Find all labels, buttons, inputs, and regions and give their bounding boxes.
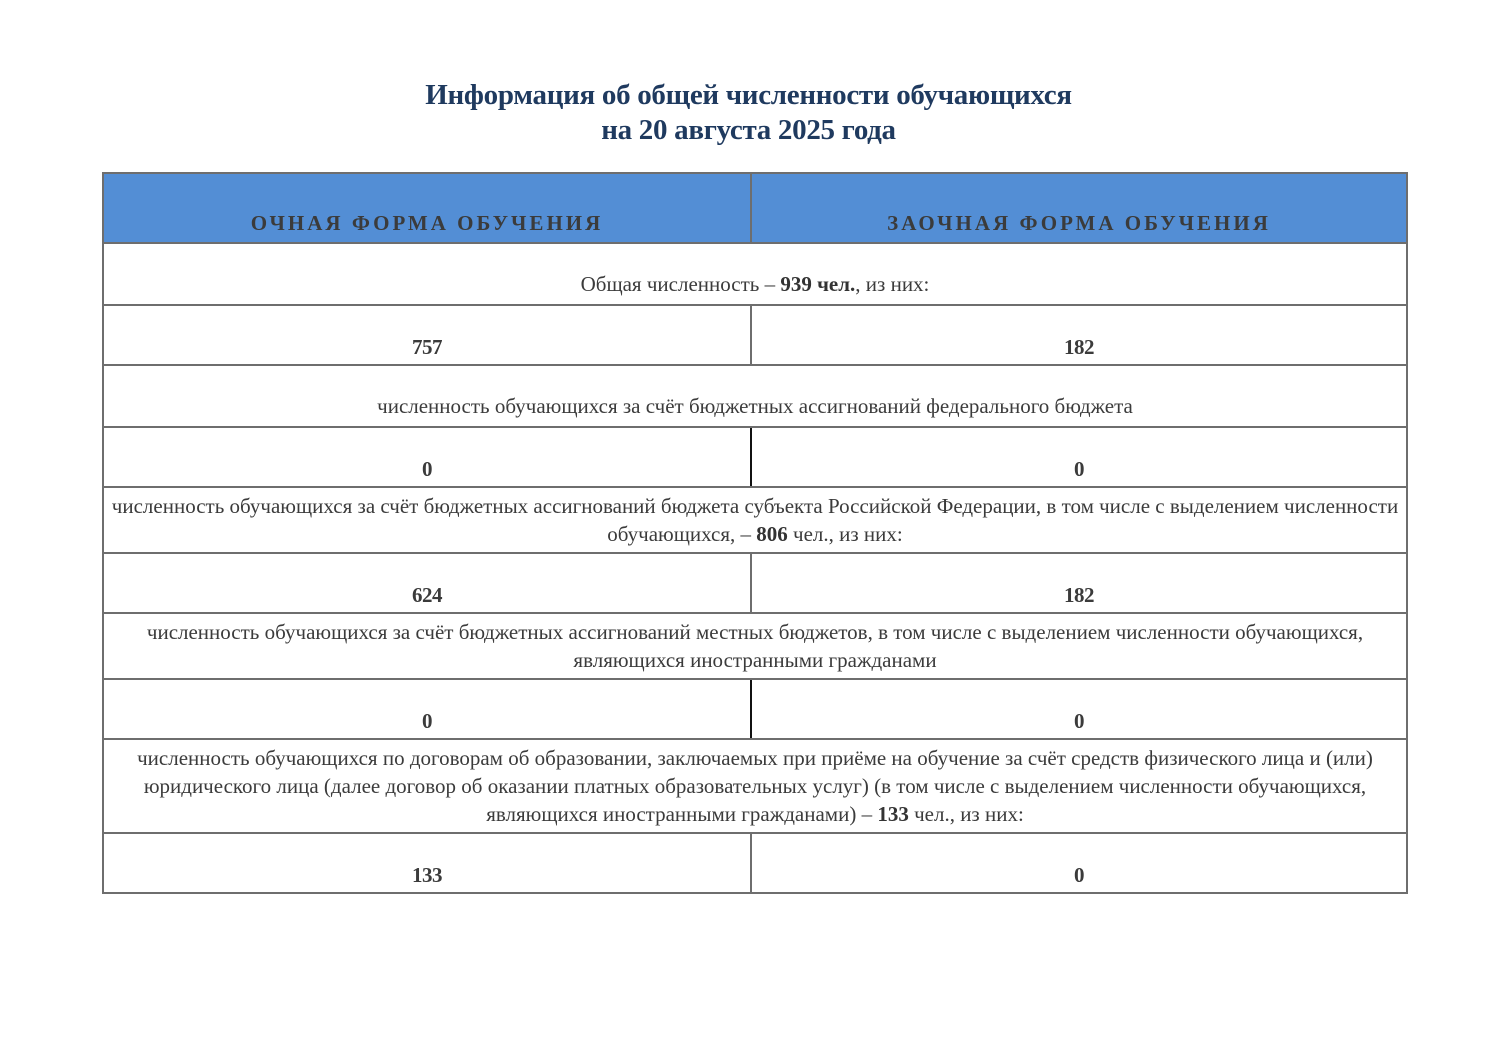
value-full-time: 133 — [103, 833, 751, 893]
value-part-time: 0 — [751, 679, 1407, 739]
label-text: Общая численность – — [580, 272, 781, 296]
header-full-time: ОЧНАЯ ФОРМА ОБУЧЕНИЯ — [103, 173, 751, 243]
label-bold-value: 806 — [756, 522, 788, 546]
section-label-row — [103, 739, 1407, 833]
section-label-paid — [103, 739, 1407, 833]
students-count-table — [102, 172, 1408, 894]
section-values-row — [103, 679, 1407, 739]
value-part-time: 0 — [751, 833, 1407, 893]
section-values-row — [103, 427, 1407, 487]
page-title — [0, 78, 1497, 148]
section-values-row — [103, 833, 1407, 893]
section-label-row — [103, 487, 1407, 553]
label-bold-value: 939 чел. — [780, 272, 856, 296]
section-values-row — [103, 305, 1407, 365]
value-full-time: 0 — [103, 427, 751, 487]
label-bold-value: 133 — [877, 802, 909, 826]
label-text-after: чел., из них: — [908, 802, 1024, 826]
section-label-local — [103, 613, 1407, 679]
section-label-regional — [103, 487, 1407, 553]
section-values-row — [103, 553, 1407, 613]
label-text: численность обучающихся по договорам об образовании, заключаемых при приёме на обучение за счёт средств физического лица и (или) юридического лица (далее договор об оказании платных образовательных услуг) (в том числе с выделением численности обучающихся, являющихся иностранными гражданами) – — [137, 746, 1373, 826]
label-text: численность обучающихся за счёт бюджетных ассигнований бюджета субъекта Российской Федерации, в том числе с выделением численности обучающихся, – — [111, 494, 1399, 546]
section-label-total — [103, 243, 1407, 305]
table-header-row — [103, 173, 1407, 243]
label-text-after: , из них: — [855, 272, 930, 296]
label-text-after: чел., из них: — [787, 522, 903, 546]
value-part-time: 0 — [751, 427, 1407, 487]
value-part-time: 182 — [751, 553, 1407, 613]
section-label-row — [103, 243, 1407, 305]
title-line-2: на 20 августа 2025 года — [601, 114, 896, 146]
section-label-row — [103, 613, 1407, 679]
header-part-time: ЗАОЧНАЯ ФОРМА ОБУЧЕНИЯ — [751, 173, 1407, 243]
value-full-time: 757 — [103, 305, 751, 365]
value-full-time: 624 — [103, 553, 751, 613]
section-label-row — [103, 365, 1407, 427]
value-part-time: 182 — [751, 305, 1407, 365]
value-full-time: 0 — [103, 679, 751, 739]
section-label-federal — [103, 365, 1407, 427]
label-text: численность обучающихся за счёт бюджетных ассигнований федерального бюджета — [377, 394, 1133, 418]
label-text: численность обучающихся за счёт бюджетных ассигнований местных бюджетов, в том числе с выделением численности обучающихся, являющихся иностранными гражданами — [146, 620, 1364, 672]
title-line-1: Информация об общей численности обучающихся — [425, 79, 1072, 111]
